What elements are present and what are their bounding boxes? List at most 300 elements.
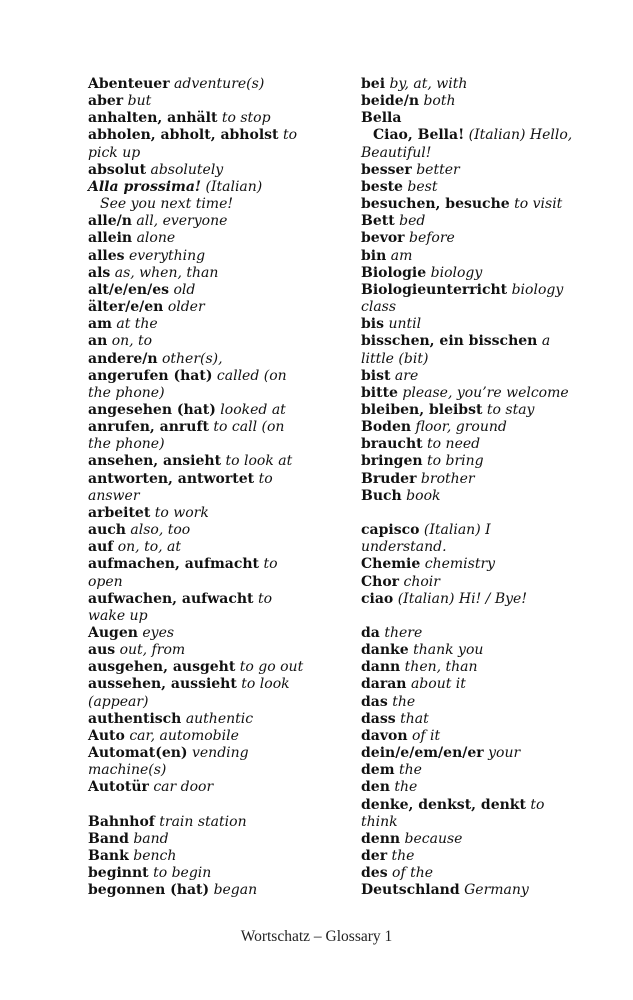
glossary-entry [361, 711, 572, 728]
entry-term: anhalten, anhält [88, 110, 218, 127]
entry-term: Biologie [361, 264, 427, 281]
entry-definition: car, automobile [129, 727, 239, 744]
entry-term: beste [361, 178, 403, 195]
entry-definition: by, at, with [389, 76, 468, 92]
entry-line [361, 282, 572, 299]
entry-definition: chemistry [424, 556, 496, 573]
glossary-entry [361, 762, 572, 779]
entry-definition: older [167, 299, 205, 316]
entry-line [88, 265, 303, 282]
entry-line [361, 676, 572, 693]
entry-definition: (Italian) I [423, 522, 491, 539]
entry-definition: band [133, 830, 169, 847]
entry-line [361, 162, 572, 179]
entry-term: Bank [88, 848, 129, 865]
entry-term: den [361, 779, 390, 796]
entry-definition: then, than [404, 659, 478, 676]
entry-definition: best [407, 178, 438, 195]
entry-line [361, 574, 572, 591]
entry-definition: there [384, 625, 423, 641]
glossary-entry [88, 814, 303, 831]
glossary-entry [88, 797, 303, 814]
entry-term: dass [361, 710, 396, 727]
entry-term: ansehen, ansieht [88, 453, 222, 470]
entry-definition: looked at [220, 401, 286, 418]
entry-line [361, 779, 572, 796]
entry-term: der [361, 848, 388, 865]
entry-definition: adventure(s) [174, 76, 265, 92]
entry-definition-continued: class [361, 299, 397, 316]
entry-term: bevor [361, 230, 405, 247]
entry-term: als [88, 264, 111, 281]
entry-definition: that [400, 710, 429, 727]
entry-term: davon [361, 727, 408, 744]
entry-term: aussehen, aussieht [88, 676, 237, 693]
entry-definition: better [416, 161, 460, 178]
entry-line [361, 436, 572, 453]
entry-definition: the [394, 779, 418, 796]
entry-line [88, 248, 303, 265]
glossary-entry [88, 642, 303, 659]
entry-definition-continued: think [361, 813, 398, 830]
entry-term: Chemie [361, 556, 421, 573]
entry-term: Chor [361, 573, 400, 590]
entry-definition: the [398, 762, 422, 779]
entry-line [88, 282, 303, 299]
entry-term: andere/n [88, 350, 158, 367]
entry-definition: eyes [142, 625, 175, 641]
entry-definition: but [127, 93, 152, 110]
glossary-entry [88, 625, 303, 642]
glossary-entry [361, 368, 572, 385]
glossary-entry [88, 402, 303, 419]
entry-line [361, 642, 572, 659]
entry-term: auf [88, 539, 114, 556]
entry-term: angesehen (hat) [88, 401, 216, 418]
entry-term: Bella [361, 110, 402, 127]
entry-line [361, 745, 572, 762]
glossary-entry [88, 127, 303, 161]
entry-definition-continued: (appear) [88, 693, 149, 710]
entry-line [361, 230, 572, 247]
entry-definition: as, when, than [114, 264, 219, 281]
entry-definition: on, to [111, 333, 153, 350]
entry-term: Biologieunterricht [361, 281, 508, 298]
entry-term: Augen [88, 625, 138, 641]
entry-line [88, 831, 303, 848]
entry-term: allein [88, 230, 133, 247]
entry-line [361, 93, 572, 110]
entry-line [88, 676, 303, 693]
glossary-entry [361, 488, 572, 505]
glossary-entry [88, 282, 303, 299]
glossary-entry [361, 625, 572, 642]
entry-line [88, 556, 303, 573]
entry-line [88, 642, 303, 659]
entry-term: arbeitet [88, 504, 151, 521]
glossary-entry [361, 591, 572, 608]
glossary-entry [361, 728, 572, 745]
glossary-entry [88, 539, 303, 556]
entry-line [361, 419, 572, 436]
entry-definition: (Italian) [205, 178, 263, 195]
entry-line [361, 213, 572, 230]
entry-term: Deutschland [361, 882, 460, 899]
entry-term: dein/e/em/en/er [361, 745, 484, 762]
entry-line [88, 779, 303, 796]
entry-term: besser [361, 161, 412, 178]
entry-line [88, 522, 303, 539]
entry-definition: because [404, 830, 463, 847]
entry-line [88, 865, 303, 882]
glossary-entry [361, 522, 572, 556]
glossary-entry [361, 248, 572, 265]
entry-term: Abenteuer [88, 76, 170, 92]
glossary-entry [88, 419, 303, 453]
entry-line [361, 127, 572, 144]
entry-term: anrufen, anruft [88, 419, 209, 436]
glossary-entry [361, 453, 572, 470]
entry-line [361, 591, 572, 608]
entry-term: absolut [88, 161, 147, 178]
entry-term: Boden [361, 419, 412, 436]
entry-line [88, 471, 303, 488]
entry-line [361, 385, 572, 402]
entry-definition: are [394, 367, 419, 384]
entry-definition: to [258, 470, 273, 487]
entry-definition: other(s), [161, 350, 223, 367]
entry-term: Bruder [361, 470, 417, 487]
entry-term: antworten, antwortet [88, 470, 255, 487]
entry-definition: of it [411, 727, 441, 744]
entry-definition: to call (on [213, 419, 285, 436]
entry-term: Autotür [88, 779, 149, 796]
entry-definition: on, to, at [117, 539, 182, 556]
glossary-entry [361, 402, 572, 419]
entry-definition-continued: understand. [361, 539, 447, 556]
entry-definition: to [257, 590, 273, 607]
entry-line [361, 488, 572, 505]
entry-definition: biology [430, 264, 483, 281]
entry-term: dem [361, 762, 395, 779]
glossary-entry [88, 162, 303, 179]
glossary-entry [361, 316, 572, 333]
entry-term: des [361, 865, 388, 882]
entry-term: aus [88, 642, 116, 659]
entry-line [88, 127, 303, 144]
entry-definition: your [488, 745, 521, 762]
entry-line [361, 453, 572, 470]
entry-line [88, 93, 303, 110]
entry-definition: about it [410, 676, 466, 693]
entry-term: auch [88, 522, 126, 539]
entry-line [88, 162, 303, 179]
glossary-entry [361, 779, 572, 796]
glossary-entry [88, 110, 303, 127]
entry-term: am [88, 316, 112, 333]
entry-definition: to [263, 556, 278, 573]
entry-line [88, 419, 303, 436]
entry-line [361, 865, 572, 882]
entry-definition: (Italian) Hello, [468, 127, 573, 144]
entry-term: bringen [361, 453, 423, 470]
entry-line [88, 882, 303, 899]
glossary-entry [361, 213, 572, 230]
entry-line [88, 591, 303, 608]
page-footer: Wortschatz – Glossary 1 [240, 928, 393, 945]
entry-line [88, 76, 303, 93]
entry-term: bis [361, 316, 384, 333]
entry-line [88, 659, 303, 676]
entry-definition: called (on [216, 367, 287, 384]
entry-term: Automat(en) [88, 745, 188, 762]
entry-definition: old [173, 281, 196, 298]
entry-line [361, 110, 572, 127]
entry-definition-continued: wake up [88, 607, 148, 624]
glossary-entry [361, 127, 572, 161]
entry-definition: please, you’re welcome [402, 384, 569, 401]
entry-line [361, 831, 572, 848]
entry-term: authentisch [88, 710, 182, 727]
entry-line [88, 230, 303, 247]
entry-term: ciao [361, 590, 394, 607]
entry-term: bleiben, bleibst [361, 401, 483, 418]
entry-term: angerufen (hat) [88, 367, 213, 384]
entry-line [88, 728, 303, 745]
glossary-entry [88, 676, 303, 710]
entry-line [88, 745, 303, 762]
entry-definition: everything [128, 247, 206, 264]
glossary-entry [361, 745, 572, 762]
entry-definition: also, too [130, 522, 191, 539]
entry-line [361, 659, 572, 676]
entry-definition: to look [241, 676, 290, 693]
entry-definition: thank you [413, 642, 484, 659]
entry-line [361, 265, 572, 282]
glossary-entry [88, 745, 303, 779]
entry-line [361, 316, 572, 333]
entry-line [361, 505, 572, 522]
glossary-entry [88, 316, 303, 333]
entry-term: besuchen, besuche [361, 196, 510, 213]
entry-term: Bett [361, 213, 395, 230]
entry-line [88, 797, 303, 814]
entry-definition: a [541, 333, 551, 350]
entry-term: Buch [361, 487, 402, 504]
entry-definition: choir [403, 573, 440, 590]
entry-term: alles [88, 247, 125, 264]
entry-line [88, 368, 303, 385]
glossary-entry [361, 659, 572, 676]
glossary-entry [361, 865, 572, 882]
entry-definition-continued: machine(s) [88, 762, 167, 779]
glossary-entry [361, 694, 572, 711]
glossary-entry [88, 882, 303, 899]
entry-line [361, 711, 572, 728]
glossary-entry [88, 368, 303, 402]
entry-line [361, 728, 572, 745]
glossary-entry [88, 76, 303, 93]
entry-line [88, 179, 303, 196]
entry-term: Band [88, 830, 129, 847]
glossary-entry [361, 608, 572, 625]
entry-definition: to look at [225, 453, 293, 470]
entry-line [361, 762, 572, 779]
glossary-entry [88, 213, 303, 230]
entry-definition-continued: See you next time! [100, 196, 233, 213]
entry-definition: bed [399, 213, 426, 230]
entry-term: aufwachen, aufwacht [88, 590, 254, 607]
entry-definition: to [530, 796, 545, 813]
glossary-entry [88, 711, 303, 728]
entry-definition-continued: answer [88, 487, 140, 504]
glossary-entry [361, 436, 572, 453]
entry-term: aber [88, 93, 124, 110]
glossary-entry [361, 196, 572, 213]
glossary-entry [361, 76, 572, 93]
glossary-entry [88, 333, 303, 350]
entry-line [88, 333, 303, 350]
glossary-entry [361, 230, 572, 247]
entry-line [88, 402, 303, 419]
entry-definition-continued: little (bit) [361, 350, 429, 367]
glossary-entry [88, 453, 303, 470]
entry-term: das [361, 693, 388, 710]
entry-term: bitte [361, 384, 398, 401]
glossary-entry [88, 848, 303, 865]
entry-definition-continued: pick up [88, 144, 141, 161]
entry-line [361, 402, 572, 419]
entry-line [88, 625, 303, 642]
entry-line [361, 556, 572, 573]
glossary-entry [88, 248, 303, 265]
entry-line [361, 333, 572, 350]
entry-term: bei [361, 76, 386, 92]
entry-line [361, 694, 572, 711]
entry-definition: both [423, 93, 456, 110]
entry-line [361, 522, 572, 539]
entry-term: Auto [88, 727, 125, 744]
glossary-entry [88, 471, 303, 505]
entry-definition: bench [133, 848, 177, 865]
glossary-entry [88, 265, 303, 282]
glossary-entry [88, 728, 303, 745]
entry-definition-continued: Beautiful! [361, 144, 432, 161]
entry-definition: before [409, 230, 455, 247]
entry-definition: biology [511, 281, 564, 298]
entry-line [88, 814, 303, 831]
entry-line [88, 351, 303, 368]
glossary-entry [361, 676, 572, 693]
glossary-entry [88, 659, 303, 676]
entry-term: beginnt [88, 865, 149, 882]
entry-line [361, 196, 572, 213]
entry-definition-continued: the phone) [88, 384, 165, 401]
entry-definition: (Italian) Hi! / Bye! [397, 590, 527, 607]
entry-term: da [361, 625, 380, 641]
entry-definition: authentic [185, 710, 254, 727]
entry-term: capisco [361, 522, 420, 539]
glossary-entry [88, 522, 303, 539]
glossary-entry [361, 385, 572, 402]
glossary-entry [361, 882, 572, 899]
entry-line [361, 848, 572, 865]
glossary-entry [88, 556, 303, 590]
entry-definition: the [391, 848, 415, 865]
glossary-entry [88, 230, 303, 247]
entry-term: Alla prossima! [88, 178, 202, 195]
entry-term: abholen, abholt, abholst [88, 127, 279, 144]
entry-line [88, 848, 303, 865]
entry-term: denn [361, 830, 401, 847]
entry-definition: of the [392, 865, 434, 882]
glossary-entry [361, 110, 572, 127]
glossary-entry [361, 333, 572, 367]
entry-term: denke, denkst, denkt [361, 796, 526, 813]
entry-term: bin [361, 247, 387, 264]
glossary-entry [88, 93, 303, 110]
glossary-entry [361, 162, 572, 179]
entry-term: alle/n [88, 213, 132, 230]
entry-definition: until [388, 316, 422, 333]
glossary-entry [361, 574, 572, 591]
glossary-entry [361, 642, 572, 659]
entry-line [361, 471, 572, 488]
entry-line [361, 797, 572, 814]
entry-definition-continued: the phone) [88, 436, 165, 453]
glossary-column-right [361, 76, 572, 900]
entry-term: aufmachen, aufmacht [88, 556, 260, 573]
entry-line [361, 76, 572, 93]
glossary-entry [361, 556, 572, 573]
entry-term: daran [361, 676, 407, 693]
entry-term: Bahnhof [88, 813, 155, 830]
entry-term: älter/e/en [88, 299, 164, 316]
entry-term: ausgehen, ausgeht [88, 659, 236, 676]
entry-line [361, 882, 572, 899]
entry-line [361, 625, 572, 642]
entry-definition: to need [427, 436, 481, 453]
glossary-entry [88, 831, 303, 848]
glossary-entry [88, 865, 303, 882]
entry-definition: alone [136, 230, 176, 247]
entry-line [88, 316, 303, 333]
glossary-entry [88, 179, 303, 213]
glossary-entry [88, 779, 303, 796]
entry-term: an [88, 333, 108, 350]
entry-definition: floor, ground [415, 419, 507, 436]
entry-line [88, 299, 303, 316]
entry-definition: Germany [464, 882, 529, 899]
glossary-entry [361, 797, 572, 831]
entry-line [88, 505, 303, 522]
entry-definition: vending [191, 745, 249, 762]
entry-term: bist [361, 367, 391, 384]
entry-line [88, 711, 303, 728]
entry-definition: car door [153, 779, 214, 796]
glossary-column-left [88, 76, 303, 900]
entry-term: braucht [361, 436, 423, 453]
entry-definition: absolutely [150, 161, 224, 178]
entry-term: dann [361, 659, 401, 676]
glossary-entry [361, 93, 572, 110]
entry-term: Ciao, Bella! [373, 127, 465, 144]
entry-term: alt/e/en/es [88, 281, 169, 298]
entry-definition: at the [116, 316, 158, 333]
entry-term: bisschen, ein bisschen [361, 333, 538, 350]
glossary-entry [88, 505, 303, 522]
entry-definition-continued: open [88, 573, 123, 590]
